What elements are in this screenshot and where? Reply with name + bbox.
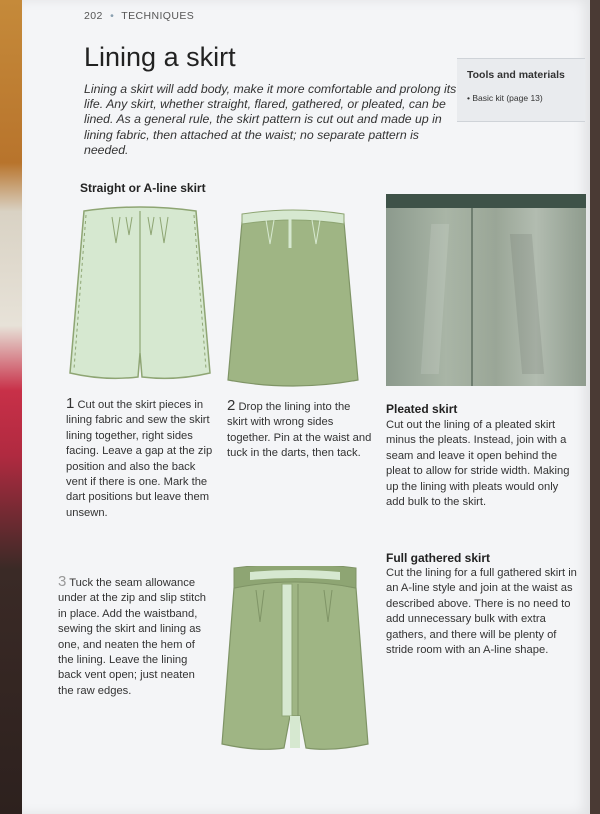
- photo-fold: [421, 224, 449, 374]
- pleated-skirt-body: Cut out the lining of a pleated skirt minus the pleats. Instead, join with a seam and leave it open behind the pleat to allow for stride width. Making up the lining with pleats would only add bulk to the skirt.: [386, 419, 570, 509]
- tools-item: • Basic kit (page 13): [467, 93, 543, 103]
- photo-seam: [471, 208, 473, 386]
- section-name: TECHNIQUES: [121, 10, 195, 22]
- step-number: 3: [58, 573, 67, 590]
- pleated-skirt-heading: Pleated skirt: [386, 402, 458, 416]
- lined-skirt-photo: [386, 194, 586, 386]
- step-text: Tuck the seam allowance under at the zip and slip stitch in place. Add the waistband, sewing the skirt and lining as one, and neaten the hem of the lining. Leave the lining back vent open; just neaten the raw edges.: [58, 577, 207, 697]
- header-separator: •: [110, 10, 115, 22]
- photo-waistband: [386, 194, 586, 208]
- step-2: [227, 398, 372, 462]
- gathered-skirt-body: Cut the lining for a full gathered skirt in an A-line style and join at the waist as described above. There is no need to add unnecessary bulk with extra gathers, and there will be plenty of stride room with an A-line shape.: [386, 567, 577, 657]
- lining-pieces-illustration: [66, 203, 214, 387]
- finished-skirt-illustration: [220, 566, 370, 754]
- book-page: [22, 0, 590, 814]
- straight-skirt-subheading: Straight or A-line skirt: [80, 181, 206, 195]
- tools-title: Tools and materials: [467, 69, 565, 81]
- step-number: 2: [227, 397, 236, 414]
- photo-fold: [510, 234, 544, 374]
- page-number: 202: [84, 10, 103, 22]
- step-text: Drop the lining into the skirt with wrong sides together. Pin at the waist and tuck in the darts, then tack.: [227, 401, 372, 460]
- running-header: [84, 10, 194, 22]
- step-1: [66, 396, 214, 521]
- page-title: Lining a skirt: [84, 42, 236, 72]
- intro-paragraph: Lining a skirt will add body, make it more comfortable and prolong its life. Any skirt, whether straight, flared, gathered, or pleated, can be lined. As a general rule, the skirt pattern is cut out and made up in lining fabric, then attached at the waist; no separate pattern is needed.: [84, 82, 457, 157]
- lining-in-skirt-illustration: [226, 208, 360, 388]
- step-number: 1: [66, 395, 75, 412]
- tools-box: [457, 58, 585, 122]
- step-3: [58, 574, 213, 699]
- gathered-skirt-heading: Full gathered skirt: [386, 551, 491, 565]
- step-text: Cut out the skirt pieces in lining fabric and sew the skirt lining together, right sides facing. Leave a gap at the zip position and also the back vent if there is one. Mark the dart positions but leave them unsewn.: [66, 399, 213, 519]
